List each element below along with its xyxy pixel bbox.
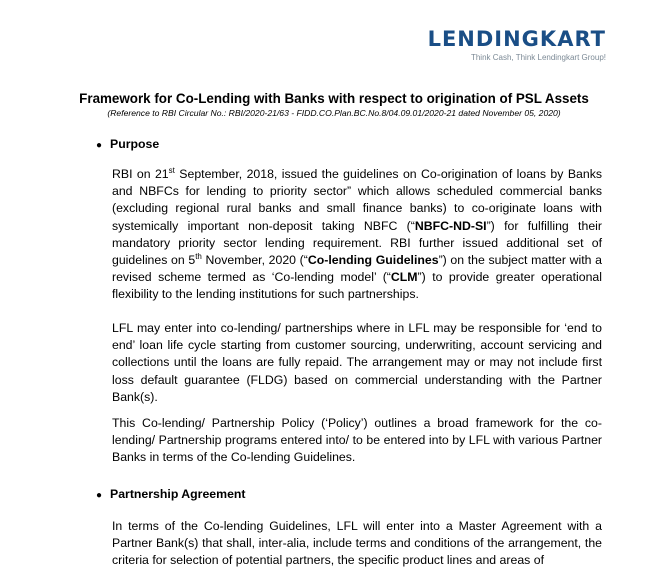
- text-run: November, 2020 (“: [201, 253, 308, 268]
- purpose-paragraph-3: This Co-lending/ Partnership Policy (‘Policy’) outlines a broad framework for the co-lending/ Partnership programs entered into/ to be entered into by LFL with various Partner Banks in terms of the Co-lending Guidelines.: [112, 416, 602, 465]
- section-heading-label: Purpose: [110, 137, 160, 151]
- defined-term: Co-lending Guidelines: [307, 253, 439, 268]
- company-logo: [428, 27, 606, 62]
- text-run: ”) on the subject matter with a revised scheme termed as ‘Co-lending model’ (“: [112, 253, 602, 285]
- text-run: ”) to provide greater operational flexibility to the lending institutions for such partnerships.: [112, 270, 602, 302]
- document-reference: (Reference to RBI Circular No.: RBI/2020-21/63 - FIDD.CO.Plan.BC.No.8/04.09.01/2020-21 dated November 05, 2020): [107, 108, 561, 118]
- defined-term: NBFC-ND-SI: [414, 218, 487, 233]
- text-run: September, 2018, issued the guidelines on Co-origination of loans by Banks and NBFCs for lending to priority sector” which allows scheduled commercial banks (excluding regional rural banks and small finance banks) to co-originate loans with systemically important non-deposit taking NBFC (“: [112, 167, 602, 233]
- ordinal-suffix: th: [195, 251, 202, 261]
- logo-tagline: Think Cash, Think Lendingkart Group!: [470, 53, 606, 62]
- defined-term: CLM: [390, 270, 418, 285]
- logo-wordmark: LENDINGKART: [427, 27, 606, 51]
- bullet-icon: ●: [96, 490, 103, 501]
- document-title: Framework for Co-Lending with Banks with respect to origination of PSL Assets: [79, 91, 589, 106]
- bullet-icon: ●: [96, 140, 103, 151]
- ordinal-suffix: st: [168, 165, 175, 175]
- text-run: ”) for fulfilling their mandatory priority sector lending requirement. RBI further issued additional set of guidelines on 5: [112, 218, 602, 268]
- text-run: RBI on 21: [112, 167, 169, 181]
- agreement-paragraph-1: In terms of the Co-lending Guidelines, LFL will enter into a Master Agreement with a Partner Bank(s) that shall, inter-alia, include terms and conditions of the arrangement, the criteria for selection of potential partners, the specific product lines and areas of: [112, 519, 602, 568]
- purpose-paragraph-2: LFL may enter into co-lending/ partnerships where in LFL may be responsible for ‘end to end’ loan life cycle starting from customer sourcing, underwriting, account servicing and collections until the loans are fully repaid. The arrangement may or may not include first loss default guarantee (FLDG) based on commercial understanding with the Partner Bank(s).: [112, 321, 602, 404]
- section-heading-partnership-agreement: [96, 487, 246, 501]
- purpose-paragraph-1: [112, 166, 602, 304]
- section-heading-purpose: [96, 137, 159, 151]
- section-heading-label: Partnership Agreement: [110, 487, 246, 501]
